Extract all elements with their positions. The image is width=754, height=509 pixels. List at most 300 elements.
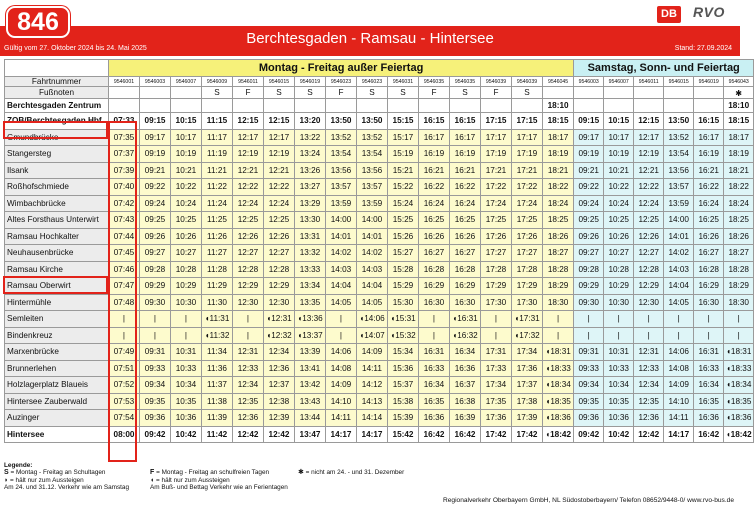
departure-time: 16:24 [450, 195, 481, 212]
departure-time: 09:21 [140, 162, 171, 179]
departure-time: ◖18:31 [543, 344, 574, 361]
departure-time: 07:49 [109, 344, 140, 361]
departure-time: | [724, 311, 754, 328]
departure-time: 15:28 [388, 261, 419, 278]
departure-time: 10:42 [604, 426, 634, 443]
departure-time: 07:54 [109, 410, 140, 427]
trip-number: 9546011 [233, 77, 264, 87]
stop-row [5, 426, 754, 443]
stop-row [5, 393, 754, 410]
departure-time: ◖18:36 [724, 410, 754, 427]
departure-time: 17:22 [512, 179, 543, 196]
footer-contact: Regionalverkehr Oberbayern GmbH, NL Südostoberbayern/ Telefon 08652/9448-0/ www.rvo-bus.de [442, 497, 734, 504]
departure-time: 14:11 [326, 410, 357, 427]
departure-time: 12:33 [233, 360, 264, 377]
departure-time: 09:19 [140, 146, 171, 163]
departure-time: 12:34 [233, 377, 264, 394]
departure-time: 15:25 [388, 212, 419, 229]
legend-title: Legende: [4, 462, 33, 469]
departure-time: 17:27 [512, 245, 543, 262]
departure-time: 13:27 [295, 179, 326, 196]
departure-time: | [109, 311, 140, 328]
stop-name: Wimbachbrücke [5, 195, 109, 212]
departure-time: 09:24 [574, 195, 604, 212]
departure-time: ◖18:42 [543, 426, 574, 443]
departure-time: 15:17 [388, 129, 419, 146]
group-weekday: Montag - Freitag außer Feiertag [109, 60, 574, 77]
stop-name: Hintersee Zauberwald [5, 393, 109, 410]
departure-time: 14:11 [664, 410, 694, 427]
departure-time: 18:22 [724, 179, 754, 196]
departure-time: 07:35 [109, 129, 140, 146]
departure-time: | [326, 327, 357, 344]
departure-time: 10:22 [171, 179, 202, 196]
departure-time: 13:41 [295, 360, 326, 377]
departure-time: 14:09 [664, 377, 694, 394]
departure-time: 12:15 [264, 113, 295, 130]
departure-time: 16:21 [694, 162, 724, 179]
departure-time: 16:25 [694, 212, 724, 229]
departure-time: 14:08 [664, 360, 694, 377]
departure-time: 16:36 [450, 360, 481, 377]
departure-time: 13:50 [357, 113, 388, 130]
departure-time: ◖12:31 [264, 311, 295, 328]
departure-time: 09:25 [140, 212, 171, 229]
departure-time: 16:21 [419, 162, 450, 179]
departure-time: 17:21 [481, 162, 512, 179]
departure-time: 10:36 [604, 410, 634, 427]
departure-time: 13:24 [295, 146, 326, 163]
departure-time: | [574, 327, 604, 344]
departure-time: 12:42 [233, 426, 264, 443]
departure-time: 12:30 [634, 294, 664, 311]
departure-time: 10:29 [171, 278, 202, 295]
departure-time: 12:26 [264, 228, 295, 245]
departure-time: | [634, 311, 664, 328]
departure-time: 10:22 [604, 179, 634, 196]
departure-time: 14:10 [326, 393, 357, 410]
trip-number: 9546015 [264, 77, 295, 87]
stop-name: Hintermühle [5, 294, 109, 311]
trip-number: 9546023 [357, 77, 388, 87]
departure-time: 13:59 [357, 195, 388, 212]
departure-time: 12:15 [233, 113, 264, 130]
departure-time: 11:15 [202, 113, 233, 130]
departure-time: 09:33 [574, 360, 604, 377]
departure-time: 16:37 [450, 377, 481, 394]
trip-number: 9546003 [140, 77, 171, 87]
departure-time: 16:35 [419, 393, 450, 410]
departure-time: 12:19 [634, 146, 664, 163]
departure-time: 12:19 [264, 146, 295, 163]
departure-time: 09:33 [140, 360, 171, 377]
departure-time: 12:29 [634, 278, 664, 295]
departure-time: 10:15 [604, 113, 634, 130]
departure-time: 16:27 [694, 245, 724, 262]
departure-time: ◖11:32 [202, 327, 233, 344]
departure-time [450, 99, 481, 113]
departure-time: | [481, 311, 512, 328]
departure-time: 11:29 [202, 278, 233, 295]
departure-time: 10:17 [171, 129, 202, 146]
departure-time: 10:34 [171, 377, 202, 394]
departure-time: 18:19 [724, 146, 754, 163]
departure-time: 14:00 [664, 212, 694, 229]
stop-row [5, 261, 754, 278]
trip-footnote: S [264, 87, 295, 99]
departure-time: 16:29 [450, 278, 481, 295]
departure-time: 17:30 [481, 294, 512, 311]
departure-time: 18:27 [724, 245, 754, 262]
departure-time: 10:31 [604, 344, 634, 361]
departure-time: 14:03 [357, 261, 388, 278]
departure-time: 14:03 [326, 261, 357, 278]
departure-time: 13:52 [664, 129, 694, 146]
departure-time: 12:21 [264, 162, 295, 179]
departure-time: 14:09 [326, 377, 357, 394]
departure-time: 17:37 [512, 377, 543, 394]
departure-time: | [326, 311, 357, 328]
departure-time: 16:19 [694, 146, 724, 163]
departure-time: 17:39 [512, 410, 543, 427]
trip-footnote [694, 87, 724, 99]
departure-time: 12:22 [634, 179, 664, 196]
departure-time: 11:26 [202, 228, 233, 245]
departure-time: 17:26 [481, 228, 512, 245]
departure-time: 10:36 [171, 410, 202, 427]
departure-time: 12:17 [233, 129, 264, 146]
departure-time: ◖13:36 [295, 311, 326, 328]
departure-time: 14:05 [357, 294, 388, 311]
stop-name: ZOB/Berchtesgaden Hbf [5, 113, 109, 130]
departure-time: 14:01 [326, 228, 357, 245]
stop-name: Semleiten [5, 311, 109, 328]
trip-number: 9546001 [109, 77, 140, 87]
departure-time: 16:39 [450, 410, 481, 427]
departure-time: 09:21 [574, 162, 604, 179]
departure-time: 09:30 [574, 294, 604, 311]
departure-time: 17:34 [481, 377, 512, 394]
departure-time: 09:36 [140, 410, 171, 427]
departure-time: ◖14:06 [357, 311, 388, 328]
departure-time: ◖15:31 [388, 311, 419, 328]
departure-time: 13:54 [326, 146, 357, 163]
departure-time: 14:11 [357, 360, 388, 377]
line-number-badge: 846 [6, 6, 70, 38]
departure-time: 16:27 [450, 245, 481, 262]
departure-time: 12:24 [634, 195, 664, 212]
departure-time: 13:35 [295, 294, 326, 311]
departure-time: 17:17 [481, 129, 512, 146]
trip-number: 9546015 [664, 77, 694, 87]
departure-time: 15:39 [388, 410, 419, 427]
departure-time: 12:21 [634, 162, 664, 179]
trip-footnote: S [357, 87, 388, 99]
trip-footnote [574, 87, 604, 99]
departure-time: 16:25 [450, 212, 481, 229]
departure-time: ◖18:35 [724, 393, 754, 410]
departure-time: 07:46 [109, 261, 140, 278]
departure-time: 16:26 [419, 228, 450, 245]
departure-time [481, 99, 512, 113]
departure-time: 18:15 [543, 113, 574, 130]
trip-number: 9546019 [295, 77, 326, 87]
departure-time: 14:17 [326, 426, 357, 443]
departure-time: 09:35 [140, 393, 171, 410]
stop-name: Marxenbrücke [5, 344, 109, 361]
departure-time: 16:30 [450, 294, 481, 311]
stop-name: Ramsau Kirche [5, 261, 109, 278]
departure-time: 17:42 [512, 426, 543, 443]
departure-time [419, 99, 450, 113]
departure-time: 18:30 [543, 294, 574, 311]
departure-time: 12:39 [264, 410, 295, 427]
departure-time: 16:27 [419, 245, 450, 262]
stop-name: Ramsau Oberwirt [5, 278, 109, 295]
departure-time: 16:42 [419, 426, 450, 443]
departure-time: 17:19 [481, 146, 512, 163]
trip-footnote [543, 87, 574, 99]
departure-time: 11:24 [202, 195, 233, 212]
departure-time: 13:57 [664, 179, 694, 196]
route-title: Berchtesgaden - Ramsau - Hintersee [246, 30, 494, 47]
departure-time: 17:28 [481, 261, 512, 278]
departure-time: ◖16:31 [450, 311, 481, 328]
departure-time: | [604, 327, 634, 344]
departure-time: 13:29 [295, 195, 326, 212]
trip-footnote [140, 87, 171, 99]
departure-time: 16:22 [419, 179, 450, 196]
departure-time: 12:42 [634, 426, 664, 443]
departure-time: 18:24 [543, 195, 574, 212]
departure-time [574, 99, 604, 113]
departure-time: 07:51 [109, 360, 140, 377]
trip-footnote: F [419, 87, 450, 99]
departure-time: 13:56 [664, 162, 694, 179]
departure-time: | [233, 327, 264, 344]
departure-time [388, 99, 419, 113]
departure-time: 13:52 [357, 129, 388, 146]
departure-time: 09:26 [140, 228, 171, 245]
departure-time: 14:04 [664, 278, 694, 295]
departure-time: 15:38 [388, 393, 419, 410]
stop-row [5, 294, 754, 311]
stop-row [5, 360, 754, 377]
stop-row [5, 129, 754, 146]
departure-time: ◖15:32 [388, 327, 419, 344]
departure-time: 17:36 [512, 360, 543, 377]
departure-time: 17:33 [481, 360, 512, 377]
departure-time: 16:22 [694, 179, 724, 196]
departure-time: 13:59 [664, 195, 694, 212]
departure-time: 18:29 [724, 278, 754, 295]
trip-number: 9546039 [481, 77, 512, 87]
departure-time: 12:35 [233, 393, 264, 410]
db-logo: DB [657, 6, 681, 23]
departure-time: 09:25 [574, 212, 604, 229]
legend-note-busstag: Am Buß- und Bettag Verkehr wie an Ferientagen [150, 483, 288, 491]
departure-time: 14:00 [326, 212, 357, 229]
stop-row [5, 212, 754, 229]
departure-time: 12:22 [233, 179, 264, 196]
legend-s-symbol: S [4, 469, 9, 477]
stop-name: Berchtesgaden Zentrum [5, 99, 109, 113]
stop-row [5, 228, 754, 245]
departure-time: 12:36 [634, 410, 664, 427]
departure-time: ◖18:33 [543, 360, 574, 377]
stop-row [5, 245, 754, 262]
trip-footnote: F [326, 87, 357, 99]
departure-time: 13:57 [326, 179, 357, 196]
departure-time: 07:39 [109, 162, 140, 179]
stop-name: Stangersteg [5, 146, 109, 163]
departure-time: 12:15 [634, 113, 664, 130]
departure-time [634, 99, 664, 113]
departure-time: | [604, 311, 634, 328]
departure-time: 10:15 [171, 113, 202, 130]
departure-time: 10:28 [171, 261, 202, 278]
departure-time: 09:17 [574, 129, 604, 146]
departure-time: 09:15 [574, 113, 604, 130]
departure-time: 14:05 [326, 294, 357, 311]
departure-time: 15:37 [388, 377, 419, 394]
departure-time: 11:19 [202, 146, 233, 163]
departure-time: 16:31 [694, 344, 724, 361]
departure-time: 17:42 [481, 426, 512, 443]
departure-time: 07:52 [109, 377, 140, 394]
departure-time: 17:24 [512, 195, 543, 212]
departure-time: 12:25 [233, 212, 264, 229]
stop-row [5, 278, 754, 295]
departure-time: 16:17 [450, 129, 481, 146]
departure-time: 15:36 [388, 360, 419, 377]
legend-board-text: = hält nur zum Aussteigen [156, 476, 230, 484]
trip-number: 9546031 [388, 77, 419, 87]
legend-alight-icon: ◗ [4, 476, 9, 484]
departure-time: 12:34 [264, 344, 295, 361]
trip-footnote [109, 87, 140, 99]
departure-time: | [543, 327, 574, 344]
departure-time: 12:26 [233, 228, 264, 245]
departure-time: 16:29 [419, 278, 450, 295]
stop-name: Holzlagerplatz Blaueis [5, 377, 109, 394]
trip-number: 9546003 [574, 77, 604, 87]
departure-time: | [140, 311, 171, 328]
departure-time: 11:37 [202, 377, 233, 394]
departure-time: 17:26 [512, 228, 543, 245]
departure-time: 09:34 [140, 377, 171, 394]
departure-time: 18:17 [543, 129, 574, 146]
trip-number: 9546039 [512, 77, 543, 87]
departure-time: 14:02 [664, 245, 694, 262]
departure-time: 16:33 [694, 360, 724, 377]
legend-star-text: = nicht am 24. - und 31. Dezember [305, 469, 405, 477]
departure-time: 09:31 [574, 344, 604, 361]
departure-time: 16:26 [694, 228, 724, 245]
validity-text: Gültig vom 27. Oktober 2024 bis 24. Mai 2025 [4, 45, 147, 52]
departure-time: ◖17:31 [512, 311, 543, 328]
timetable-header [0, 0, 740, 58]
departure-time: 10:35 [604, 393, 634, 410]
departure-time: 17:25 [481, 212, 512, 229]
departure-time: 09:34 [574, 377, 604, 394]
trip-footnote: S [388, 87, 419, 99]
departure-time: | [109, 327, 140, 344]
departure-time: | [171, 327, 202, 344]
departure-time: 09:17 [140, 129, 171, 146]
legend-s-text: = Montag - Freitag an Schultagen [10, 469, 106, 477]
departure-time: 09:36 [574, 410, 604, 427]
departure-time: 12:31 [634, 344, 664, 361]
departure-time: 16:24 [694, 195, 724, 212]
departure-time: 16:22 [450, 179, 481, 196]
departure-time: 17:21 [512, 162, 543, 179]
departure-time: 17:17 [512, 129, 543, 146]
departure-time: 12:17 [264, 129, 295, 146]
departure-time: 15:27 [388, 245, 419, 262]
departure-time: 15:19 [388, 146, 419, 163]
departure-time: 09:35 [574, 393, 604, 410]
trip-footnote [604, 87, 634, 99]
stop-name: Hintersee [5, 426, 109, 443]
trip-footnote: S [202, 87, 233, 99]
departure-time: 18:22 [543, 179, 574, 196]
departure-time: 18:28 [724, 261, 754, 278]
departure-time: 18:17 [724, 129, 754, 146]
departure-time: 07:43 [109, 212, 140, 229]
fussnoten-label: Fußnoten [5, 87, 109, 99]
legend-f-symbol: F [150, 469, 155, 477]
departure-time: 14:17 [357, 426, 388, 443]
departure-time: 10:34 [604, 377, 634, 394]
trip-number: 9546023 [326, 77, 357, 87]
stop-name: Roßhofschmiede [5, 179, 109, 196]
departure-time: 13:52 [326, 129, 357, 146]
departure-time: 12:29 [264, 278, 295, 295]
departure-time: 16:19 [419, 146, 450, 163]
departure-time [664, 99, 694, 113]
departure-time: 10:26 [604, 228, 634, 245]
departure-time: 09:27 [574, 245, 604, 262]
departure-time: 10:27 [171, 245, 202, 262]
departure-time: 10:17 [604, 129, 634, 146]
departure-time: 12:29 [233, 278, 264, 295]
departure-time [171, 99, 202, 113]
departure-time: 13:56 [357, 162, 388, 179]
departure-time: 16:29 [694, 278, 724, 295]
departure-time: | [694, 327, 724, 344]
departure-time: 16:34 [450, 344, 481, 361]
stops-body [5, 99, 754, 443]
departure-time: 13:39 [295, 344, 326, 361]
departure-time: 13:42 [295, 377, 326, 394]
departure-time [694, 99, 724, 113]
departure-time: 13:47 [295, 426, 326, 443]
departure-time: 16:36 [694, 410, 724, 427]
departure-time: 14:17 [664, 426, 694, 443]
departure-time: 17:27 [481, 245, 512, 262]
departure-time: 14:03 [664, 261, 694, 278]
departure-time: 07:42 [109, 195, 140, 212]
departure-time: 15:30 [388, 294, 419, 311]
trip-number: 9546035 [419, 77, 450, 87]
departure-time: 10:25 [604, 212, 634, 229]
departure-time: 12:27 [233, 245, 264, 262]
departure-time: 12:35 [634, 393, 664, 410]
departure-time: 12:37 [264, 377, 295, 394]
departure-time: 17:22 [481, 179, 512, 196]
departure-time: 07:47 [109, 278, 140, 295]
